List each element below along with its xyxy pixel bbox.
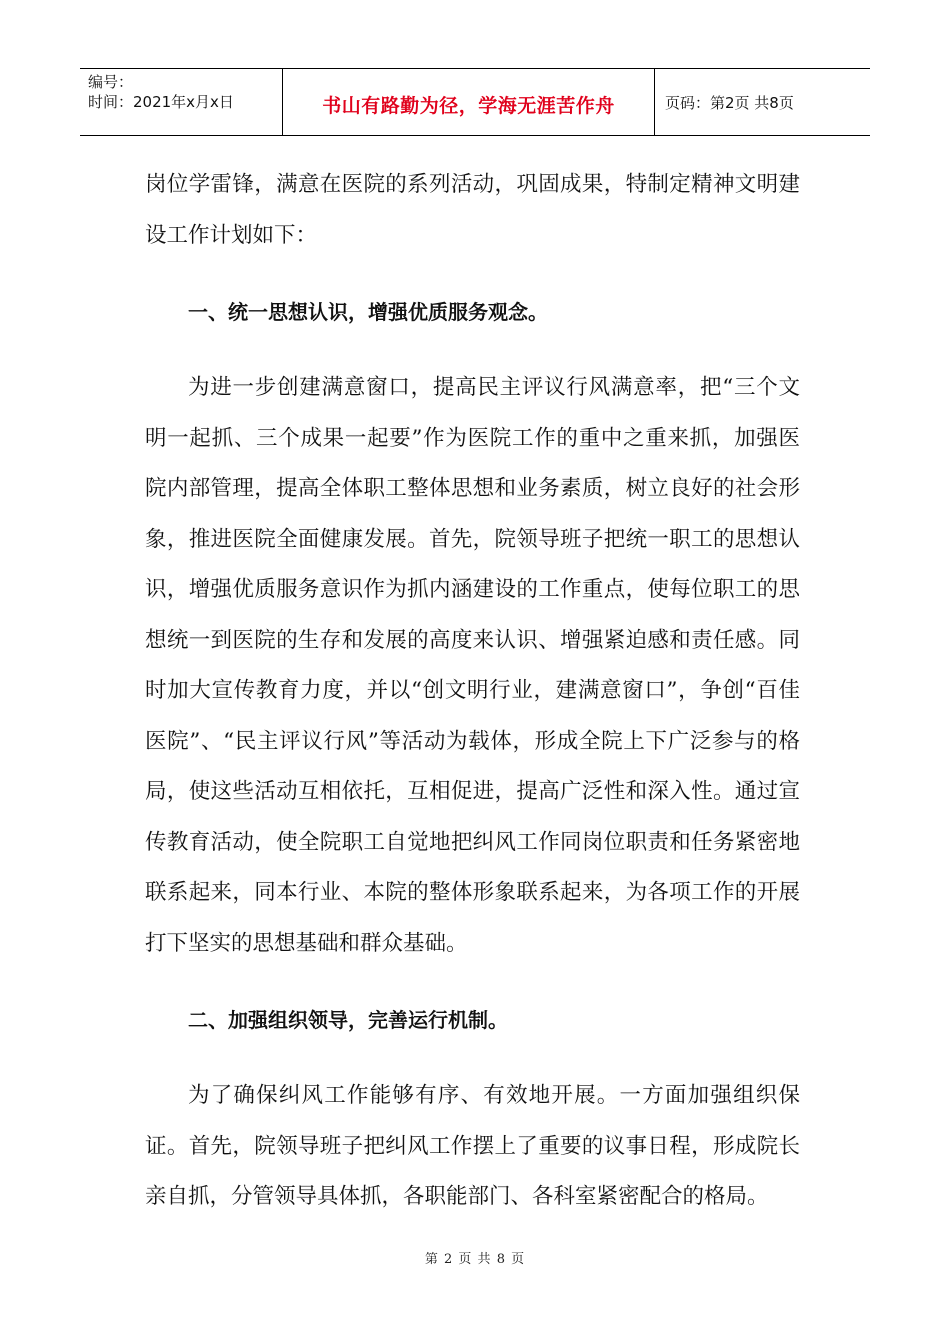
body-paragraph: 为进一步创建满意窗口，提高民主评议行风满意率，把“三个文明一起抓、三个成果一起要”作为医院工作的重中之重来抓，加强医院内部管理，提高全体职工整体思想和业务素质，树立良好的社会形象，推进医院全面健康发展。首先，院领导班子把统一职工的思想认识，增强优质服务意识作为抓内涵建设的工作重点，使每位职工的思想统一到医院的生存和发展的高度来认识、增强紧迫感和责任感。同时加大宣传教育力度，并以“创文明行业，建满意窗口”，争创“百佳医院”、“民主评议行风”等活动为载体，形成全院上下广泛参与的格局，使这些活动互相依托，互相促进，提高广泛性和深入性。通过宣传教育活动，使全院职工自觉地把纠风工作同岗位职责和任务紧密地联系起来，同本行业、本院的整体形象联系起来，为各项工作的开展打下坚实的思想基础和群众基础。 [145,375,800,956]
body-paragraph: 岗位学雷锋，满意在医院的系列活动，巩固成果，特制定精神文明建设工作计划如下： [145,172,800,248]
header-page-info: 页码：第2页 共8页 [665,93,794,112]
document-number-label: 编号： [88,73,134,91]
body-paragraph: 为了确保纠风工作能够有序、有效地开展。一方面加强组织保证。首先，院领导班子把纠风工作摆上了重要的议事日程，形成院长亲自抓，分管领导具体抓，各职能部门、各科室紧密配合的格局。 [145,1083,800,1209]
header-meta-cell [80,69,283,135]
header-motto-cell [283,69,655,135]
document-body [145,160,800,1223]
section-heading: 一、统一思想认识，增强优质服务观念。 [188,300,548,324]
section-heading: 二、加强组织领导，完善运行机制。 [188,1008,508,1032]
page-footer: 第 2 页 共 8 页 [424,1252,526,1267]
header-page-cell [655,69,870,135]
document-header [80,68,870,136]
header-motto: 书山有路勤为径，学海无涯苦作舟 [322,94,615,117]
document-date-label: 时间：2021年x月x日 [88,93,234,111]
